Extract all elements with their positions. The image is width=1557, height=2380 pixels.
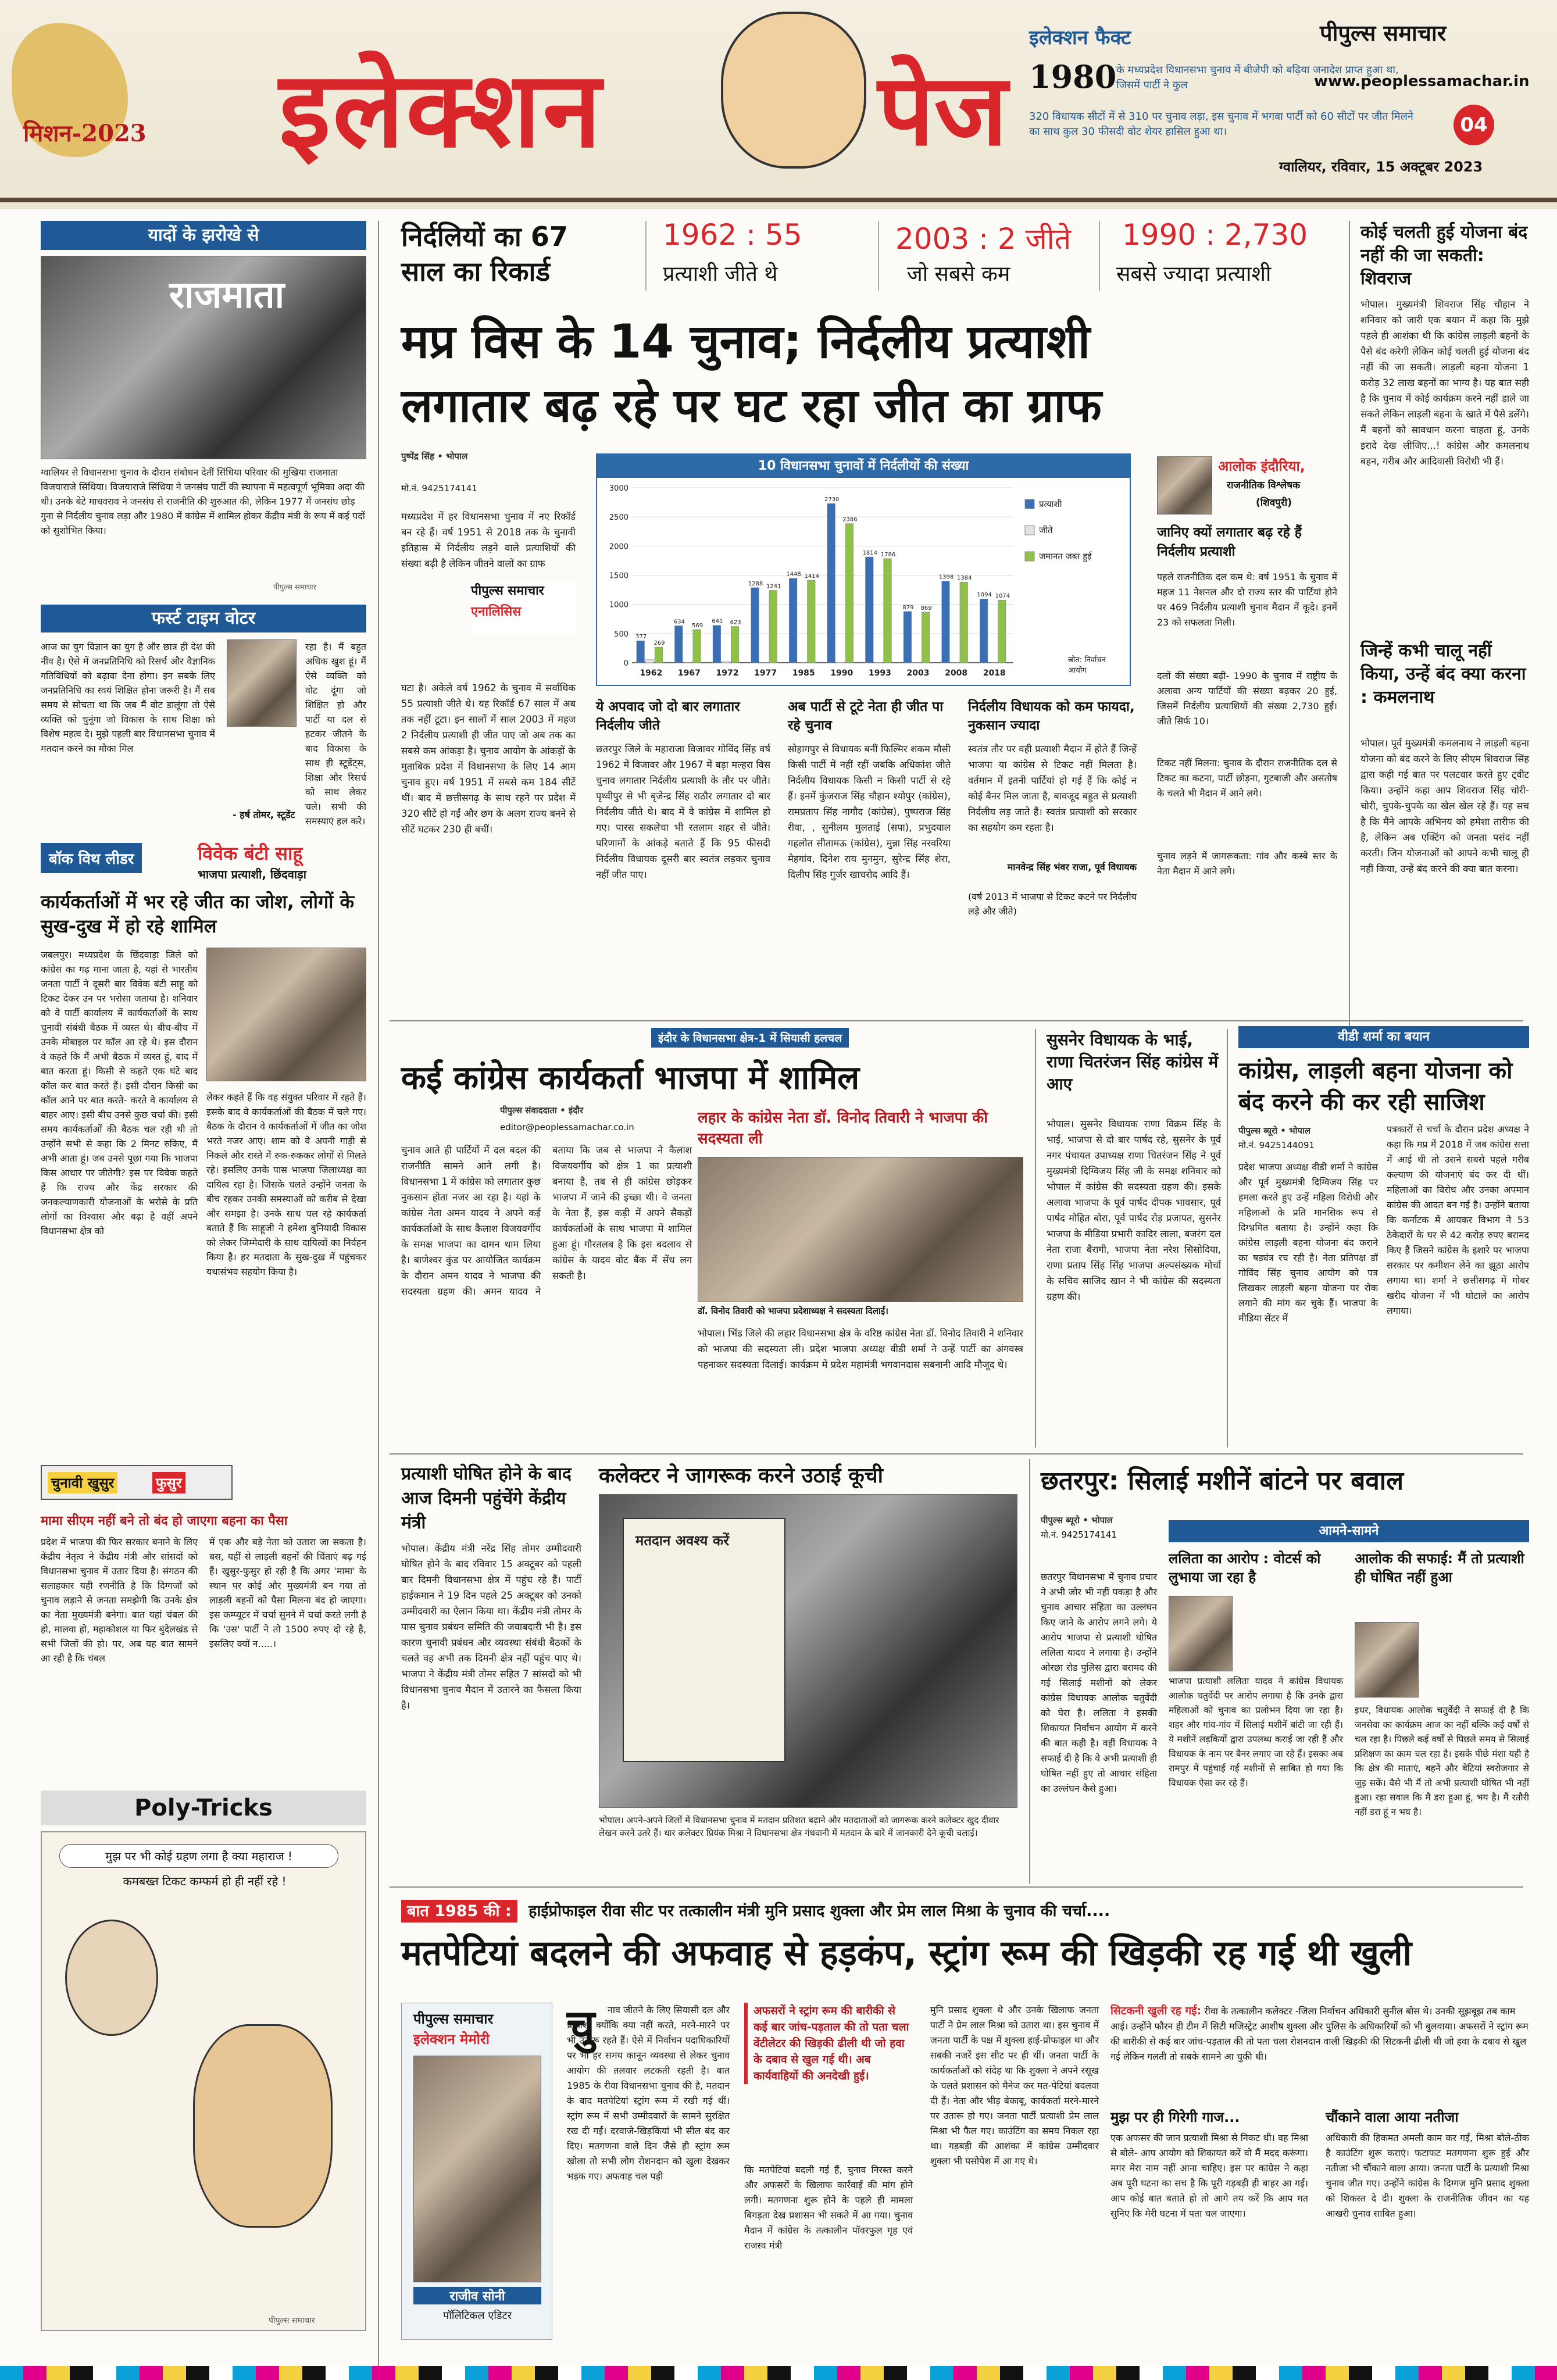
x-tick-label: 1985 <box>792 669 815 678</box>
fact-text-1: के मध्यप्रदेश विधानसभा चुनाव में बीजेपी को बढ़िया जनादेश प्राप्त हुआ था, जिसमें पार्टी ने कुल <box>1116 64 1399 91</box>
bar-1985-2 <box>808 580 816 663</box>
rewa-strap-text: हाईप्रोफाइल रीवा सीट पर तत्कालीन मंत्री मुनि प्रसाद शुक्ला और प्रेम लाल मिश्रा के चुनाव की चर्चा.... <box>528 1902 1110 1920</box>
data-label: 879 <box>902 604 914 611</box>
data-label: 641 <box>712 618 723 625</box>
susner-headline: सुसनेर विधायक के भाई, राणा चितरंजन सिंह कांग्रेस में आए <box>1047 1030 1219 1093</box>
bar-1990-1 <box>836 662 844 663</box>
rewa-quote: अफसरों ने स्ट्रांग रूम की बारीकी से कई बार जांच-पड़ताल की तो पता चला वेंटीलेटर की खिड़की ढीली थी जो हवा के दबाव से खुल गई थी। अब कार्यवाहियों की अनदेखी हुई। <box>744 2003 913 2084</box>
expert-point-2: दलों की संख्या बढ़ी- 1990 के चुनाव में राष्ट्रीय के अलावा अन्य पार्टियों की संख्या बढ़कर 20 हुई, जिसमें निर्दलीय प्रत्याशियों की संख्या 2,730 हुई। जीते सिर्फ 10। <box>1157 670 1337 727</box>
bar-2003-0 <box>904 612 912 663</box>
main-col1-a: मध्यप्रदेश में हर विधानसभा चुनाव में नए रिकॉर्ड बन रहे हैं। वर्ष 1951 से 2018 तक के चुनावी इतिहास में निर्दलीय लड़ने वाले प्रत्याशियों की संख्या बढ़ी है लेकिन जीतने वालों का ग्राफ <box>401 511 576 569</box>
fell-headline: मुझ पर ही गिरेगी गाज... <box>1110 2109 1240 2125</box>
vd-byline-name: पीपुल्स ब्यूरो <box>1238 1125 1277 1136</box>
y-tick-label: 1000 <box>609 601 628 610</box>
expert-role: राजनीतिक विश्लेषक <box>1227 480 1301 491</box>
data-label: 869 <box>920 605 932 612</box>
x-tick-label: 1972 <box>716 669 739 678</box>
mid-rule-2 <box>390 1453 1523 1455</box>
legend-label: प्रत्याशी <box>1039 499 1062 509</box>
fact-text-2: 320 विधायक सीटों में से 310 पर चुनाव लड़ा, इस चुनाव में भगवा पार्टी को 60 सीटों पर जीत मिलने का साथ कुल 30 फीसदी वोट शेयर हासिल हुआ था। <box>1029 110 1413 138</box>
surprise-text: अधिकारी की हिकमत अमली काम कर गई, मिश्रा बोले-ठीक है काउंटिंग शुरू कराएं। फटाफट मतगणना शुरू हुई और नतीजा भी चौंकाने वाला आया। जनता पार्टी के प्रत्याशी मिश्रा चुनाव जीत गए। उन्होंने कांग्रेस के दिग्गज मुनि प्रसाद शुक्ला को शिकस्त दे दी। शुक्ला के राजनीतिक जीवन का यह आखरी चुनाव साबित हुआ। <box>1326 2132 1529 2219</box>
cartoon-panel <box>41 1831 366 2331</box>
bar-1993-2 <box>884 559 892 663</box>
legend-label: जीते <box>1039 525 1053 535</box>
data-label: 1398 <box>938 574 954 581</box>
left-divider <box>378 221 379 2366</box>
color-strip <box>0 2366 1557 2380</box>
bar-1977-0 <box>751 588 759 663</box>
expert-name: आलोक इंदौरिया, <box>1218 458 1305 474</box>
chhatarpur-byline: पीपुल्स ब्यूरो • भोपाल <box>1041 1515 1113 1525</box>
data-label: 2386 <box>842 516 858 523</box>
chhatarpur-byline-name: पीपुल्स ब्यूरो <box>1041 1515 1080 1525</box>
indore-headline: कई कांग्रेस कार्यकर्ता भाजपा में शामिल <box>401 1059 860 1097</box>
legend-swatch <box>1025 526 1034 535</box>
x-tick-label: 2008 <box>945 669 968 678</box>
page-number: 04 <box>1454 105 1494 145</box>
data-label: 1814 <box>862 549 878 556</box>
y-tick-label: 3000 <box>609 484 628 493</box>
bubble-2: कमबख्त टिकट कम्फर्म हो ही नहीं रहे ! <box>123 1874 287 1888</box>
bar-1990-0 <box>827 503 835 663</box>
stat-4n: 1990 : 2,730 <box>1122 218 1308 252</box>
back-photo <box>206 948 366 1081</box>
masthead-rule <box>0 198 1557 202</box>
rewa-tag: बात 1985 की : <box>401 1900 517 1922</box>
y-tick-label: 500 <box>614 630 628 639</box>
back-text-1: जबलपुर। मध्यप्रदेश के छिंदवाड़ा जिले को कांग्रेस का गढ़ माना जाता है, यहां से भारतीय जनता पार्टी ने दूसरी बार विवेक बंटी साहू को टिकट देकर उन पर भरोसा जताया है। शनिवार को वे पार्टी कार्यालय में कार्यकर्ताओं के साथ चुनावी संबंधी बैठक में व्यस्त थे। बीच-बीच में उनके मोबाइल पर कॉल आ रहे थे। इस दौरान वे कहते कि मैं अभी बैठक में व्यस्त हूं, बाद में बात करता हूं। किसी से कहते एक घंटे बाद कॉल कर बात करते हैं। इसी दौरान किसी का कॉल आने पर बात करते- करते वे कार्यालय से बाहर आए। इसी बीच उनसे कुछ चर्चा की। इसी समय कार्यकर्ताओं की बैठक चल रही थी तो उन्होंने सभी से कहा कि 2 मिनट रुकिए, मैं अभी आता हूं। जब उनसे पूछा गया कि भाजपा किस आधार पर जीतेगी? इस पर विवेक कहते हैं कि राज्य और केंद्र सरकार की जनकल्याणकारी योजनाओं के भरोसे के प्रति लोगों का विश्वास और बढ़ा है वहीं अपने विधानसभा क्षेत्र को <box>41 949 198 1237</box>
chart-title: 10 विधानसभा चुनावों में निर्दलीयों की संख्या <box>597 455 1130 478</box>
yaadon-title: यादों के झरोखे से <box>41 221 366 250</box>
collector-photo <box>599 1494 1017 1808</box>
col4-headline: निर्दलीय विधायक को कम फायदा, नुकसान ज्यादा <box>968 699 1135 733</box>
main-byline: पुष्पेंद्र सिंह • भोपाल <box>401 451 468 462</box>
mid-rule-1 <box>390 1020 1523 1021</box>
data-label: 1786 <box>880 551 896 558</box>
lalita-photo <box>1169 1596 1233 1671</box>
bar-1990-2 <box>845 524 854 663</box>
stat-1a: निर्दलियों का 67 <box>401 221 568 252</box>
brand-logo: पीपुल्स समाचार <box>1320 20 1447 46</box>
masthead <box>0 0 1557 209</box>
fact-title: इलेक्शन फैक्ट <box>1029 26 1131 49</box>
rewa-side-text: रीवा के तत्कालीन कलेक्टर -जिला निर्वाचन अधिकारी सुनील बोस थे। उनकी सूझबूझ तब काम आई। उन्होंने फौरन ही टीम में सिटी मजिस्ट्रेट आशीष शुक्ला और पुलिस के अधिकारियों को भी बुलवाया। अफसरों ने स्ट्रांग रूम की बारीकी से कई बार जांच-पड़ताल की तो पता चला रोशनदान वाली खिड़की की सिटकनी ढीली थी जो हवा के दबाव से खुल गई लेकिन गलती तो सबके सामने आ चुकी थी। <box>1110 2006 1529 2062</box>
fell-text: एक अफसर की जान प्रत्याशी मिश्रा से निकट थी। वह मिश्रा से बोले- आप आयोग को शिकायत करें वो मैं मदद करूंगा। मगर मेरा नाम नहीं आना चाहिए। इस पर कांग्रेस ने कहा अब पूरी घटना का सच है कि पूरी गड़बड़ी ही बाहर आ गई। आप कोई बात बताते हो तो आगे तय करें कि आप मत सुनिए कि मेरी घटना में पता चल जाएगा। <box>1110 2132 1308 2219</box>
rewa-headline: मतपेटियां बदलने की अफवाह से हड़कंप, स्ट्रांग रूम की खिड़की रह गई थी खुली <box>401 1933 1412 1974</box>
yaadon-photo-banner: राजमाता <box>169 273 285 317</box>
fact-year: 1980 <box>1029 58 1117 95</box>
legend-swatch <box>1025 552 1034 561</box>
vd-headline: कांग्रेस, लाड़ली बहना योजना को बंद करने की कर रही साजिश <box>1238 1057 1513 1116</box>
bar-2018-2 <box>998 600 1006 663</box>
stat-1b: साल का रिकार्ड <box>401 256 551 287</box>
title-page: पेज <box>878 53 1008 168</box>
bar-1977-2 <box>769 590 777 663</box>
main-col1-b: घटा है। अकेले वर्ष 1962 के चुनाव में सर्वाधिक 55 प्रत्याशी जीते थे। यह रिकॉर्ड 67 साल में अब तक नहीं टूटा। इन सालों में साल 2003 में महज 2 निर्दलीय प्रत्याशी ही जीत पाए जो अब तक का सबसे कम आंकड़ा है। चुनाव आयोग के आंकड़ों के मुताबिक प्रदेश में विधानसभा के लिए 14 आम चुनाव हुए। वर्ष 1951 में सबसे कम 184 सीटें थीं। बाद में छत्तीसगढ़ के साथ रहने पर प्रदेश में 320 सीटें हो गईं और छग के अलग राज्य बनने से सीटें घटकर 230 ही बचीं। <box>401 682 576 835</box>
shivraj-headline: कोई चलती हुई योजना बंद नहीं की जा सकती: शिवराज <box>1360 222 1528 289</box>
data-label: 377 <box>635 634 647 641</box>
col2-text: छतरपुर जिले के महाराजा विजावर गोविंद सिंह वर्ष 1962 में विजावर और 1967 में बड़ा मल्हरा विस चुनाव लगातार निर्दलीय प्रत्याशी के तौर पर जीते। पृथ्वीपुर से भी बृजेन्द्र सिंह राठौर लगातार दो बार निर्दलीय जीते थे। बाद में वे कांग्रेस में शामिल हो गए। पारस सकलेचा भी रतलाम शहर से जीते। परिणामों के आंकड़े बताते हैं कि 95 फीसदी निर्दलीय विधायक दूसरी बार स्वतंत्र लड़कर चुनाव नहीं जीत पाए। <box>596 744 770 880</box>
legend-label: जमानत जब्त हुई <box>1039 551 1092 562</box>
tomar-headline: प्रत्याशी घोषित होने के बाद आज दिमनी पहुंचेंगे केंद्रीय मंत्री <box>401 1464 572 1533</box>
y-tick-label: 2000 <box>609 542 628 552</box>
alok-photo <box>1355 1622 1419 1698</box>
col2-headline: ये अपवाद जो दो बार लगातार निर्दलीय जीते <box>596 699 740 733</box>
back-text-2: लेकर कहते हैं कि वह संयुक्त परिवार में रहते हैं। इसके बाद वे कार्यकर्ताओं की बैठक में चले गए। बैठक के दौरान वे कार्यकर्ताओं में जीत का जोश भरते नजर आए। शाम को वे अपनी गाड़ी से निकले और रास्ते में रुक-रुककर लोगों से मिलते रहे। इसलिए उनके पास भाजपा जिलाध्यक्ष का दायित्व रहा है। जिसके चलते उन्होंने जनता के बीच रहकर उनकी समस्याओं को करीब से देखा और समझा है। उनके साथ चल रहे कार्यकर्ता बताते हैं कि साहूजी ने हमेशा बुनियादी विकास को लेकर जिम्मेदारी के साथ दायित्वों का निर्वहन किया है। हर मतदाता के सुख-दुख में पहुंचकर यथासंभव सहयोग किया है। <box>206 1092 366 1277</box>
indore-sub-text: भोपाल। भिंड जिले की लहार विधानसभा क्षेत्र के वरिष्ठ कांग्रेस नेता डॉ. विनोद तिवारी ने शनिवार को भाजपा की सदस्यता ली। प्रदेश भाजपा अध्यक्ष वीडी शर्मा ने उन्हें पार्टी का अंगवस्त्र पहनाकर सदस्यता दिलाई। कार्यक्रम में प्रदेश महामंत्री भगवानदास सबनानी आदि मौजूद थे। <box>698 1328 1023 1370</box>
y-tick-label: 0 <box>623 659 628 668</box>
collector-wall-text: मतदान अवश्य करें <box>635 1532 730 1549</box>
rewa-dropcap: चु <box>567 2000 595 2052</box>
bar-2003-2 <box>922 612 930 663</box>
vd-text-1: प्रदेश भाजपा अध्यक्ष वीडी शर्मा ने कांग्रेस और पूर्व मुख्यमंत्री दिग्विजय सिंह पर हमला करते हुए उन्हें महिला विरोधी और महिलाओं के प्रति मानसिक रूप से दिग्भ्रमित बताया है। उन्होंने कहा कि कांग्रेस लाड़ली बहना योजना बंद कराने का षड्यंत्र रच रही है। नेता प्रतिपक्ष डॉ गोविंद सिंह चुनाव आयोग को पत्र लिखकर लाड़ली बहना योजना पर रोक लगाने की मांग कर चुके हैं। भाजपा के मीडिया सेंटर में <box>1238 1162 1378 1324</box>
susner-text: भोपाल। सुसनेर विधायक राणा विक्रम सिंह के भाई, भाजपा से दो बार पार्षद रहे, सुसनेर के पूर्व नगर पंचायत उपाध्यक्ष राणा चितरंजन सिंह ने पूर्व मुख्यमंत्री दिग्विजय सिंह जी के समक्ष शनिवार को भोपाल में कांग्रेस की सदस्यता ग्रहण की। इसके अलावा भाजपा के पूर्व पार्षद दीपक भावसार, पूर्व पार्षद मोहित बोरा, पूर्व पार्षद रोड़ प्रजापत, सुसनेर भाजपा के मीडिया प्रभारी कादिर लाला, बजरंग दल नेता राजा बैरागी, भाजपा नेता नरेश सिसोदिया, राणा प्रताप सिंह सिंह भाजपा अल्पसंख्यक मोर्चा के सचिव साजिद खान ने भी कांग्रेस की सदस्यता ग्रहण की। <box>1047 1118 1221 1302</box>
credit: पीपुल्स समाचार <box>273 583 316 592</box>
bar-1977-1 <box>760 662 768 663</box>
main-mobile: मो.नं. 9425174141 <box>401 483 477 494</box>
indore-byline: पीपुल्स संवाददाता • इंदौर <box>500 1105 584 1116</box>
data-label: 1094 <box>977 592 992 599</box>
editor-photo <box>413 2056 541 2282</box>
bar-1962-1 <box>645 659 653 663</box>
gossip-tag-1: चुनावी खुसुर <box>48 1472 117 1493</box>
mission-label: मिशन-2023 <box>23 120 147 147</box>
legend-swatch <box>1025 499 1034 509</box>
bar-2018-0 <box>980 599 988 663</box>
stat-2t: प्रत्याशी जीते थे <box>663 262 778 286</box>
x-tick-label: 2018 <box>983 669 1006 678</box>
indore-photo <box>698 1157 1023 1302</box>
expert-photo <box>1157 456 1212 514</box>
bar-1993-1 <box>874 662 883 663</box>
rewa-text-1: नाव जीतने के लिए सियासी दल और प्रत्याशी क्योंकि क्या नहीं करते, मरने-मारने पर भी उतारू रहते हैं। ऐसे में निर्वाचन पदाधिकारियों पर भी हर समय कानून व्यवस्था से लेकर चुनाव आयोग की तलवार लटकती रहती है। बात 1985 के रीवा विधानसभा चुनाव की है, मतदान के बाद मतपेटियां स्ट्रांग रूम में रखी गई थीं। स्ट्रांग रूम में सभी उम्मीदवारों के सामने सुरक्षित रख दी गईं। दरवाजे-खिड़कियां भी सील बंद कर दिए। मतगणना वाले दिन जैसे ही स्ट्रांग रूम खोला तो सभी लोग रोशनदान को खुला देखकर भड़क गए। अफवाह चल पड़ी <box>567 2004 730 2182</box>
back-name: विवेक बंटी साहू <box>198 842 303 864</box>
byline-name: पुष्पेंद्र सिंह <box>401 451 435 462</box>
lalita-headline: ललिता का आरोप : वोटर्स को लुभाया जा रहा है <box>1169 1550 1321 1585</box>
memory-label: इलेक्शन मेमोरी <box>413 2031 490 2047</box>
editor-role: पॉलिटिकल एडिटर <box>443 2310 512 2322</box>
rewa-text-3: मुनि प्रसाद शुक्ला थे और उनके खिलाफ जनता पार्टी ने प्रेम लाल मिश्रा को उतारा था। इस चुनाव में जनता पार्टी के पक्ष में शुक्ला हाई-प्रोफाइल था और सबकी नजरें इस सीट पर ही थीं। जनता पार्टी के कार्यकर्ताओं को संदेह था कि शुक्ला ने अपने रसूख के चलते प्रशासन को मैनेज कर मत-पेटियां बदलवा दी हैं। नेता और भीड़ बेकाबू, कार्यकर्ता मरने-मारने पर उतारू हो गए। जनता पार्टी प्रत्याशी प्रेम लाल मिश्रा भी फैल गए। काउंटिंग का समय निकल रहा था। गड़बड़ी की आशंका में कांग्रेस उम्मीदवार शुक्ला भी पसोपेश में आ गए थे। <box>930 2004 1099 2167</box>
data-label: 1241 <box>766 583 781 590</box>
yaadon-caption: ग्वालियर से विधानसभा चुनाव के दौरान संबोधन देतीं सिंधिया परिवार की मुखिया राजमाता विजयाराजे सिंधिया। विजयाराजे सिंधिया ने जनसंघ पार्टी की स्थापना में महत्वपूर्ण भूमिका अदा की थी। उनके बेटे माधवराव ने जनसंघ से राजनीति की शुरुआत की, लेकिन 1977 में जनसंघ छोड़ गुना से निर्दलीय चुनाव लड़ा और 1980 में कांग्रेस में शामिल होकर केंद्रीय मंत्री के रूप में कई पदों को सुशोभित किया। <box>41 467 365 536</box>
vd-text-2: पत्रकारों से चर्चा के दौरान प्रदेश अध्यक्ष ने कहा कि मप्र में 2018 में जब कांग्रेस सत्ता में आई थी तो उसने सबसे पहले गरीब कल्याण की योजनाएं बंद कर दी थीं। महिलाओं का विरोध और उनका अपमान कांग्रेस की आदत बन गई है। उन्होंने बताया कि कर्नाटक में आयकर विभाग ने 53 ठेकेदारों के घर से 42 करोड़ रुपए बरामद किए हैं जिसने कांग्रेस के इशारे पर भाजपा सरकार पर कमीशन लेने का झूठा आरोप लगाया था। शर्मा ने छत्तीसगढ़ में गोबर खरीद योजना में भी घोटाले का आरोप लगाया। <box>1387 1124 1529 1316</box>
dateline: ग्वालियर, रविवार, 15 अक्टूबर 2023 <box>1279 159 1483 175</box>
collector-headline: कलेक्टर ने जागरूक करने उठाई कूची <box>599 1464 883 1488</box>
vd-strap: वीडी शर्मा का बयान <box>1238 1026 1529 1048</box>
col4-text: स्वतंत्र तौर पर वही प्रत्याशी मैदान में होते हैं जिन्हें भाजपा या कांग्रेस से टिकट नहीं मिलता है। वर्तमान में इतनी पार्टियां हो गई हैं कि कोई न कोई बैनर मिल जाता है, बावजूद बहुत से प्रत्याशी निर्दलीय लड़ जाते हैं। स्वतंत्र प्रत्याशी को सरकार का सहयोग कम रहता है। <box>968 744 1137 833</box>
polytricks-title: Poly-Tricks <box>41 1791 366 1825</box>
yaadon-photo <box>41 256 366 459</box>
bar-1985-0 <box>789 578 797 663</box>
site-url[interactable]: www.peoplessamachar.in <box>1314 73 1530 90</box>
chhatarpur-text: छतरपुर विधानसभा में चुनाव प्रचार ने अभी जोर भी नहीं पकड़ा है और चुनाव आचार संहिता का उल्लंघन किए जाने के आरोप लगने लगे। ये आरोप भाजपा से प्रत्याशी घोषित ललिता यादव ने लगाया है। उन्होंने ओरछा रोड पुलिस द्वारा बरामद की गई सिलाई मशीनों को लेकर कांग्रेस विधायक आलोक चतुर्वेदी को घेरा है। ललिता ने इसकी शिकायत निर्वाचन आयोग में करने की बात कही है। वहीं विधायक ने सफाई दी है कि वे अभी प्रत्याशी ही घोषित नहीं हुए तो आचार संहिता का उल्लंघन कैसे हुआ। <box>1041 1571 1157 1794</box>
expert-city: (शिवपुरी) <box>1256 497 1292 509</box>
kamalnath-headline: जिन्हें कभी चालू नहीं किया, उन्हें बंद क्या करना : कमलनाथ <box>1360 641 1526 707</box>
voter-text-2: रहा है। मैं बहुत अधिक खुश हूं। मैं ऐसे व्यक्ति को वोट दूंगा जो शिक्षित हो और पार्टी या दल से हटकर जीतने के बाद विकास के साथ ही स्टूडेंट्स, शिक्षा और रिसर्च को साथ लेकर चले। सभी की समस्याएं हल करे। <box>305 641 366 827</box>
face-off-tag: आमने-सामने <box>1169 1520 1529 1542</box>
back-tab: बॉक विथ लीडर <box>41 843 142 873</box>
indore-strap: इंदौर के विधानसभा क्षेत्र-1 में सियासी हलचल <box>651 1028 849 1048</box>
main-headline-2: लगातार बढ़ रहे पर घट रहा जीत का ग्राफ <box>401 378 1102 433</box>
bar-1985-1 <box>798 662 806 663</box>
bar-1962-2 <box>655 647 663 663</box>
y-tick-label: 1500 <box>609 571 628 581</box>
bar-1972-2 <box>731 626 739 663</box>
stat-strip <box>401 218 1343 296</box>
voter-text-1: आज का युग विज्ञान का युग है और छात्र ही देश की नींव है। ऐसे में जनप्रतिनिधि को रिसर्च और वैज्ञानिक गतिविधियों को बढ़ावा देना होगा। इन सबके लिए जनप्रतिनिधि का स्वयं शिक्षित होना जरूरी है। मैं सब समय से सोचता था कि जब मैं वोट डालूंगा तो ऐसे व्यक्ति को चुनूंगा जो विकास के साथ शिक्षा को विशेष महत्व दे। मुझे पहली बार विधानसभा चुनाव में मतदान करने का मौका मिल <box>41 641 215 754</box>
indore-photo-caption: डॉ. विनोद तिवारी को भाजपा प्रदेशाध्यक्ष ने सदस्यता दिलाई। <box>698 1306 888 1316</box>
chhatarpur-headline: छतरपुर: सिलाई मशीनें बांटने पर बवाल <box>1041 1466 1404 1496</box>
cartoon-figure-1 <box>65 1920 158 2036</box>
rewa-side-head: सिटकनी खुली रह गई: <box>1110 2004 1202 2017</box>
cartoon-figure-2 <box>193 2024 333 2228</box>
kamalnath-text: भोपाल। पूर्व मुख्यमंत्री कमलनाथ ने लाड़ली बहना योजना को बंद करने के लिए सीएम शिवराज सिंह द्वारा कही गई बात पर पलटवार करते हुए ट्वीट किया। उन्होंने कहा आप शिवराज सिंह चोरी-चोरी, चुपके-चुपके का खेल खेल रहे हैं। यह सच है कि मैंने आपके अभिनय को हमेशा तारीफ की है, लेकिन अब एक्टिंग को जनता पसंद नहीं करती। जिन योजनाओं को आपने कभी चालू ही नहीं किया, उन्हें बंद करने की क्या बात करना। <box>1360 738 1529 874</box>
stat-3n: 2003 : 2 जीते <box>895 222 1072 256</box>
x-tick-label: 1977 <box>754 669 777 678</box>
indore-sub-headline: लहार के कांग्रेस नेता डॉ. विनोद तिवारी ने भाजपा की सदस्यता ली <box>698 1109 988 1148</box>
chhatarpur-byline-city: भोपाल <box>1091 1515 1113 1525</box>
bubble-1: मुझ पर भी कोई ग्रहण लगा है क्या महाराज ! <box>59 1844 338 1868</box>
voter-photo <box>227 639 297 727</box>
surprise-headline: चौंकाने वाला आया नतीजा <box>1326 2109 1459 2125</box>
data-label: 1288 <box>748 580 763 587</box>
data-label: 623 <box>730 619 741 626</box>
memory-brand: पीपुल्स समाचार <box>413 2011 494 2027</box>
expert-point-4: चुनाव लड़ने में जागरूकता: गांव और कस्बे स्तर के नेता मैदान में आने लगे। <box>1157 850 1337 877</box>
byline-city: भोपाल <box>446 451 468 462</box>
data-label: 634 <box>673 619 685 626</box>
x-tick-label: 2003 <box>906 669 930 678</box>
analysis-tag: एनालिसिस <box>471 605 522 619</box>
col4-note: (वर्ष 2013 में भाजपा से टिकट कटने पर निर्दलीय लड़े और जीते) <box>968 891 1137 917</box>
data-label: 269 <box>653 640 665 647</box>
gossip-text-2: में एक और बड़े नेता को उतारा जा सकता है। बस, यहीं से लाड़ली बहनों की चिंताएं बढ़ गई हैं। खुसुर-फुसुर हो रही है कि अगर 'मामा' के स्थान पर कोई और मुख्यमंत्री बन गया तो लाड़ली बहनों को पैसा मिलना बंद हो जाएगा। इस कम्प्यूटर में चर्चा सुनने में चर्चा करते लगी है कि 'उस' पार्टी ने तो 1500 रुपए दो रहे है, इसलिए क्यों न.....। <box>209 1536 366 1649</box>
right-divider <box>1349 221 1350 1046</box>
indore-email[interactable]: editor@peoplessamachar.co.in <box>500 1122 634 1132</box>
voter-title: फर्स्ट टाइम वोटर <box>41 605 366 632</box>
data-label: 1448 <box>786 571 801 578</box>
voter-signature: - हर्ष तोमर, स्टूडेंट <box>233 809 295 820</box>
collector-caption: भोपाल। अपने-अपने जिलों में विधानसभा चुनाव में मतदान प्रतिशत बढ़ाने और मतदाताओं को जागरूक करने कलेक्टर खुद दीवार लेखन करने उतरे हैं। धार कलेक्टर प्रियंक मिश्रा ने विधानसभा क्षेत्र गंधवानी में मतदान के बारे में जानकारी देने कूची चलाई। <box>599 1815 999 1838</box>
memory-box <box>401 2003 552 2340</box>
gossip-tag <box>41 1465 233 1500</box>
data-label: 569 <box>691 622 703 629</box>
x-tick-label: 1990 <box>830 669 854 678</box>
stat-3t: जो सबसे कम <box>907 262 1010 286</box>
bar-1967-1 <box>684 662 692 663</box>
bar-2008-0 <box>942 581 950 663</box>
editor-name: राजीव सोनी <box>413 2287 541 2304</box>
chart-box <box>596 453 1131 686</box>
alok-text: इधर, विधायक आलोक चतुर्वेदी ने सफाई दी है कि जनसेवा का कार्यक्रम आज का नहीं बल्कि कई वर्षों से चल रहा है। पिछले कई वर्षों से पिछले समय से सिलाई प्रशिक्षण का काम चल रहा है। इसके पीछे मंशा यही है कि क्षेत्र की माताएं, बहनें और बेटियां स्वरोजगार से जुड़ सकें। वैसे भी मैं तो अभी प्रत्याशी घोषित भी नहीं हुआ। रहा सवाल कि मैं डरा हुआ हूं, भय है। मैं रतौरी नहीं डरा हूं न भय है। <box>1355 1705 1529 1817</box>
expert-headline: जानिए क्यों लगातार बढ़ रहे हैं निर्दलीय प्रत्याशी <box>1157 525 1302 559</box>
bar-1993-0 <box>865 557 873 663</box>
stat-2n: 1962 : 55 <box>663 218 802 252</box>
chart-svg <box>597 479 1130 686</box>
collector-wall <box>623 1518 785 1762</box>
back-role: भाजपा प्रत्याशी, छिंदवाड़ा <box>198 867 306 881</box>
indore-byline-city: इंदौर <box>568 1105 584 1116</box>
tomar-text: भोपाल। केंद्रीय मंत्री नरेंद्र सिंह तोमर उम्मीदवारी घोषित होने के बाद रविवार 15 अक्टूबर को पहली बार दिमनी विधानसभा क्षेत्र में पहुंच रहे हैं। पार्टी हाईकमान ने 19 दिन पहले 25 अक्टूबर को उनको उम्मीदवारी का ऐलान किया था। केंद्रीय मंत्री तोमर के पास चुनाव प्रबंधन समिति की जवाबदारी भी है। इस कारण चुनावी प्रबंधन और व्यवस्था संबंधी बैठकों के चलते वह अभी तक दिमनी क्षेत्र नहीं पहुंच पाए थे। भाजपा ने केंद्रीय मंत्री तोमर सहित 7 सांसदों को भी विधानसभा चुनाव मैदान में उतारने का फैसला किया है। <box>401 1543 581 1711</box>
indore-byline-name: पीपुल्स संवाददाता <box>500 1105 557 1116</box>
col3-text: सोहागपुर से विधायक बनीं फिल्मिर शकम मौसी किसी पार्टी में नहीं रहीं जबकि अधिकांश जीते निर्दलीय विधायक किसी न किसी पार्टी से रहे हैं। इनमें कुंजराज सिंह चौहान श्योपुर (कांग्रेस), रामप्रताप सिंह नागौद (कांग्रेस), पुष्पराज सिंह रीवा, , सुनीलम मुलताई (सपा), प्रभुदयाल गहलोत सीतामऊ (कांग्रेस), मुन्ना सिंह नरवरिया मेहगांव, दिनेश राय मुनमुन, सुरेन्द्र सिंह शेरा, दिलीप सिंह गुर्जर खाचरोद आदि हैं। <box>788 744 951 880</box>
y-tick-label: 2500 <box>609 513 628 523</box>
vd-byline: पीपुल्स ब्यूरो • भोपाल <box>1238 1125 1311 1136</box>
title-election: इलेक्शन <box>279 49 603 171</box>
bar-1967-2 <box>693 630 701 663</box>
cartoon-face <box>721 12 866 169</box>
mid-rule-3 <box>390 1886 1523 1888</box>
vd-mobile: मो.नं. 9425144091 <box>1238 1140 1315 1150</box>
bar-1972-0 <box>713 626 721 663</box>
x-tick-label: 1962 <box>640 669 663 678</box>
left-column <box>41 221 366 2366</box>
x-tick-label: 1967 <box>677 669 701 678</box>
alok-headline: आलोक की सफाई: मैं तो प्रत्याशी ही घोषित नहीं हुआ <box>1355 1550 1524 1585</box>
vd-byline-city: भोपाल <box>1289 1125 1311 1136</box>
bar-1972-1 <box>722 662 730 663</box>
bar-1962-0 <box>637 641 645 663</box>
main-headline-1: मप्र विस के 14 चुनाव; निर्दलीय प्रत्याशी <box>401 315 1090 369</box>
chhatarpur-mobile: मो.नं. 9425174141 <box>1041 1530 1117 1540</box>
bar-2008-2 <box>960 582 968 663</box>
col4-signature: मानवेन्द्र सिंह भंवर राजा, पूर्व विधायक <box>1007 862 1137 873</box>
analysis-brand: पीपुल्स समाचार <box>471 584 544 598</box>
gossip-text-1: प्रदेश में भाजपा की फिर सरकार बनाने के लिए केंद्रीय नेतृत्व ने केंद्रीय मंत्री और सांसदों को विधानसभा चुनाव में उतार दिया है। संगठन की सलाहकार यही रणनीति है कि दिग्गजों को चुनाव लड़ाने से जनता समझेगी कि उनके क्षेत्र का नेता मुख्यमंत्री बनेगा। बात यहां चंबल की हो, मालवा हो, महाकोशल या फिर बुंदेलखंड से सभी जिलों की हो। पर, अब यह बात सामने आ रही है कि चंबल <box>41 1536 198 1664</box>
chart-source: स्रोत: निर्वाचन आयोग <box>1068 656 1106 675</box>
stat-4t: सबसे ज्यादा प्रत्याशी <box>1116 262 1272 286</box>
rewa-side-box <box>1110 2003 1529 2096</box>
bar-1967-0 <box>674 626 683 663</box>
expert-point-3: टिकट नहीं मिलना: चुनाव के दौरान राजनीतिक दल से टिकट का कटना, पार्टी छोड़ना, गुटबाजी और असंतोष के चलते भी मैदान में आने लगे। <box>1157 757 1337 799</box>
back-headline: कार्यकर्ताओं में भर रहे जीत का जोश, लोगों के सुख-दुख में हो रहे शामिल <box>41 891 355 937</box>
rewa-strap <box>401 1898 1529 1925</box>
shivraj-text: भोपाल। मुख्यमंत्री शिवराज सिंह चौहान ने शनिवार को जारी एक बयान में कहा कि मुझे पहले ही आशंका थी कि कांग्रेस लाड़ली बहनों के पैसे बंद करेगी लेकिन कोई चलती हुई योजना बंद नहीं की जा सकती। लाड़ली बहना योजना 1 करोड़ 32 लाख बहनों का भाग्य है। यह बात सही है कि चुनाव में कोई कार्यक्रम करने नहीं डाले जा सकते लेकिन लाड़ली बहना के खाते में पैसे डलेंगे। मैं बहनों को सावधान करना चाहता हूं, उनके इरादे देख लीजिए...! कांग्रेस और कमलनाथ बहन, गरीब और आदिवासी विरोधी भी हैं। <box>1360 299 1529 467</box>
data-label: 1414 <box>804 573 820 580</box>
rewa-text-2: कि मतपेटियां बदली गई हैं, चुनाव निरस्त करने और अफसरों के खिलाफ कार्रवाई की मांग होने लगी। मतगणना शुरू होने के पहले ही मामला बिगड़ता देख प्रशासन भी सकते में आ गया। चुनाव मैदान में कांग्रेस के तत्कालीन पॉवरफुल गृह एवं राजस्व मंत्री <box>744 2164 913 2251</box>
data-label: 2730 <box>824 496 840 503</box>
data-label: 1074 <box>995 593 1010 600</box>
cartoon-credit: पीपुल्स समाचार <box>269 2316 315 2325</box>
x-tick-label: 1993 <box>868 669 891 678</box>
data-label: 1384 <box>956 575 972 582</box>
gossip-tag-2: फुसुर <box>152 1472 185 1493</box>
col3-headline: अब पार्टी से टूटे नेता ही जीत पा रहे चुनाव <box>788 699 944 733</box>
indore-text: चुनाव आते ही पार्टियों में दल बदल की राजनीति सामने आने लगी है। विधानसभा 1 में कांग्रेस को लगातार कुछ नुकसान होता नजर आ रहा है। यहां के कांग्रेस नेता अमन यादव ने अपने कई कार्यकर्ताओं के साथ कैलाश विजयवर्गीय के समक्ष भाजपा का दामन थाम लिया है। बाणेश्वर कुंड पर आयोजित कार्यक्रम के दौरान अमन यादव ने भाजपा की सदस्यता ग्रहण की। अमन यादव ने बताया कि जब से भाजपा ने कैलाश विजयवर्गीय को क्षेत्र 1 का प्रत्याशी बनाया है, तब से ही कांग्रेस छोड़कर भाजपा में जाने की इच्छा थी। वे जनता के नेता हैं, इस कड़ी में अपने सैकड़ों कार्यकर्ताओं के साथ भाजपा में शामिल हुआ हूं। गौरतलब है कि इस बदलाव से कांग्रेस के यादव वोट बैंक में सेंध लग सकती है। <box>401 1145 692 1297</box>
analysis-box <box>471 581 576 634</box>
gossip-headline: मामा सीएम नहीं बने तो बंद हो जाएगा बहना का पैसा <box>41 1514 288 1528</box>
lalita-text: भाजपा प्रत्याशी ललिता यादव ने कांग्रेस विधायक आलोक चतुर्वेदी पर आरोप लगाया है कि उनके द्वारा महिलाओं को चुनाव का प्रलोभन दिया जा रहा है। शहर और गांव-गांव में सिलाई मशीनें बांटी जा रही हैं। ये मशीनें लड़कियों द्वारा उपलब्ध कराई जा रही हैं और विधायक के नाम पर बैनर लगाए जा रहे हैं। इसका अब रामपुर में पहुंचाई गई मशीनों से साबित हो गया कि विधायक ऐसा कर रहे हैं। <box>1169 1676 1343 1788</box>
expert-point-1: पहले राजनीतिक दल कम थे: वर्ष 1951 के चुनाव में महज 11 नेशनल और दो राज्य स्तर की पार्टियां होने पर 469 निर्दलीय प्रत्याशी चुनाव मैदान में कूदे। इनमें 23 को सफलता मिली। <box>1157 571 1337 628</box>
